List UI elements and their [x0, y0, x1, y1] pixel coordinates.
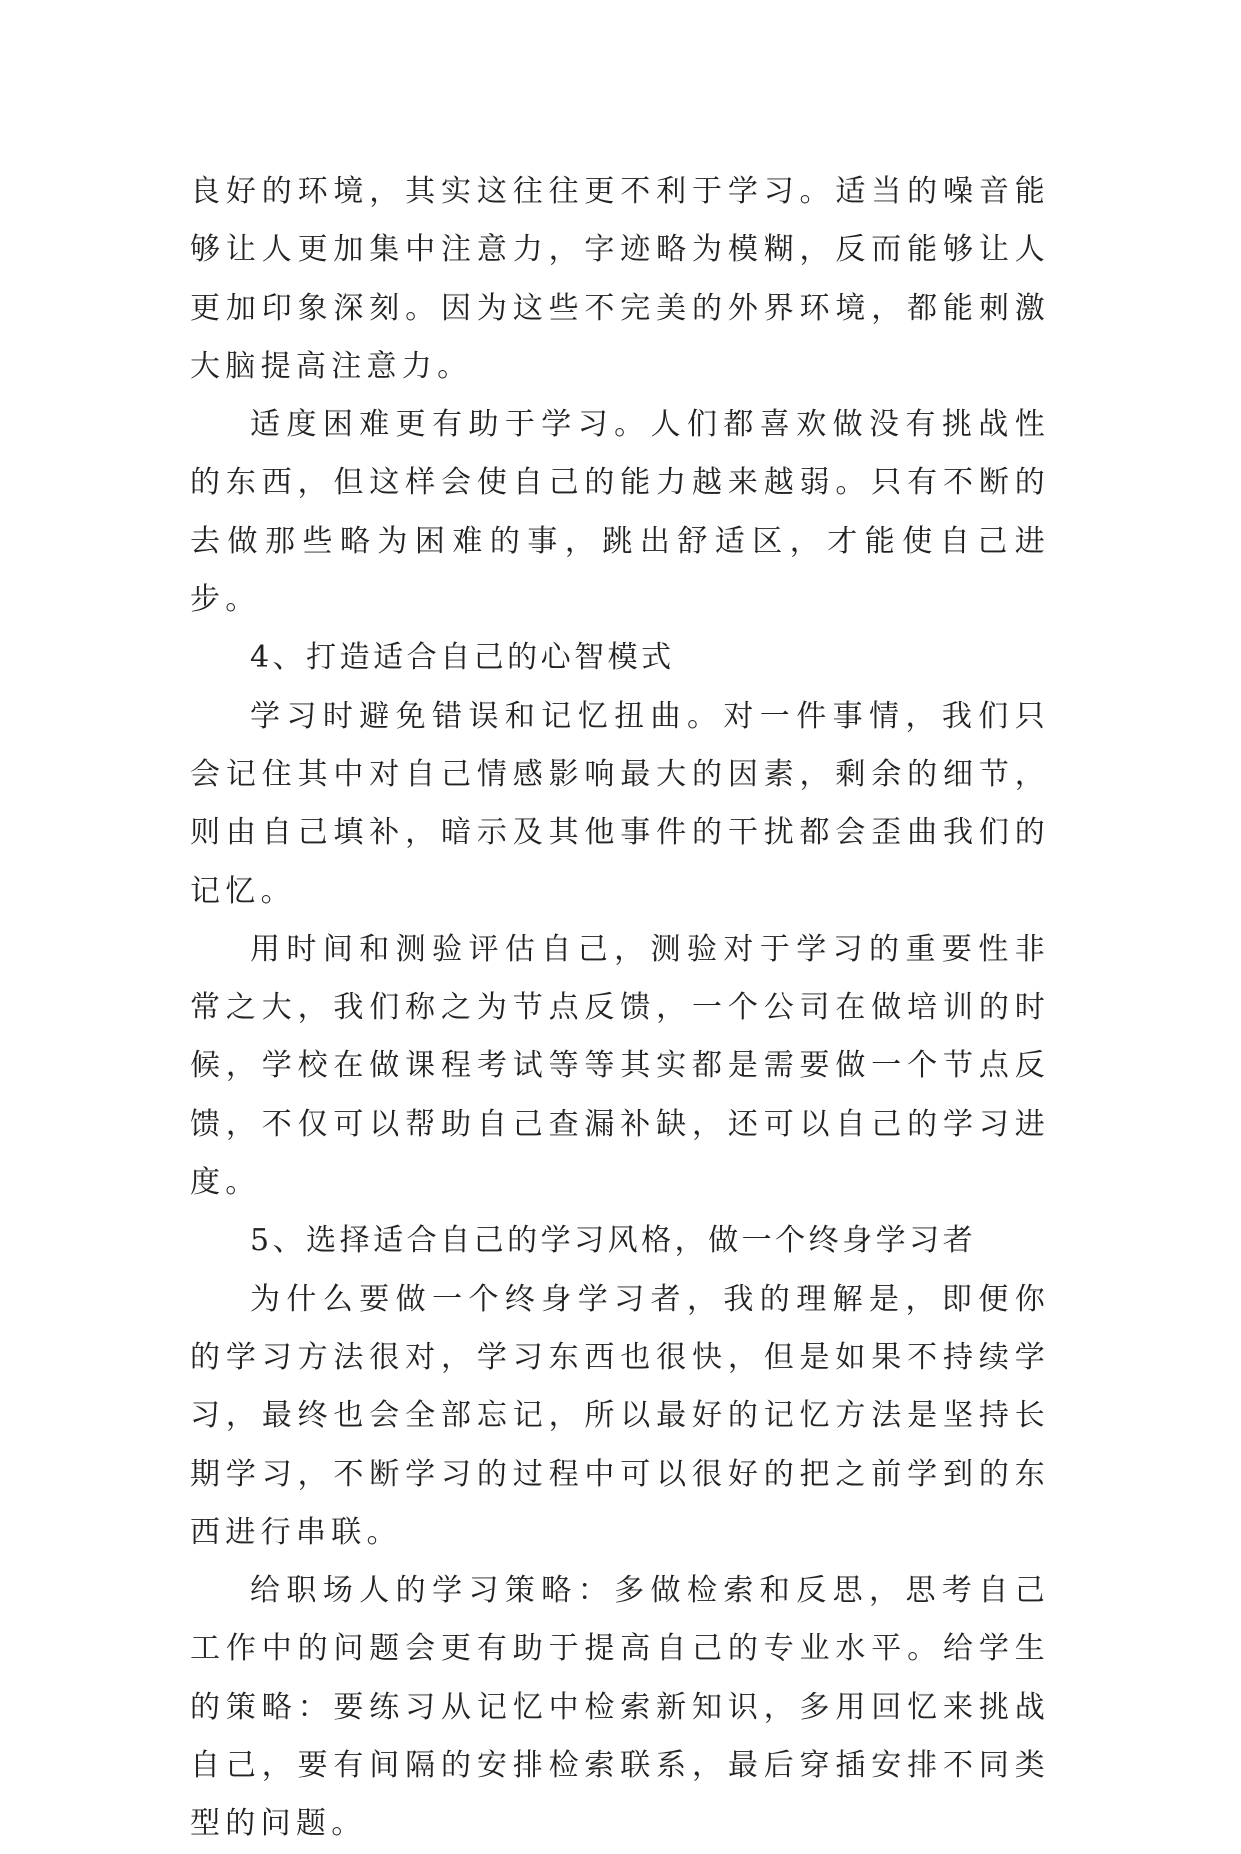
section-heading-4: 4、打造适合自己的心智模式 [250, 640, 675, 676]
paragraph-learning-strategies: 给职场人的学习策略：多做检索和反思，思考自己工作中的问题会更有助于提高自己的专业水平。给学生的策略：要练习从记忆中检索新知识，多用回忆来挑战自己，要有间隔的安排检索联系，最后穿插安排不同类型的问题。 [190, 1573, 1050, 1842]
paragraph-lifelong-learner: 为什么要做一个终身学习者，我的理解是，即便你的学习方法很对，学习东西也很快，但是如果不持续学习，最终也会全部忘记，所以最好的记忆方法是坚持长期学习，不断学习的过程中可以很好的把之前学到的东西进行串联。 [190, 1281, 1050, 1550]
paragraph-moderate-difficulty: 适度困难更有助于学习。人们都喜欢做没有挑战性的东西，但这样会使自己的能力越来越弱。只有不断的去做那些略为困难的事，跳出舒适区，才能使自己进步。 [190, 407, 1050, 618]
document-body [190, 163, 1050, 1854]
paragraph-self-assessment: 用时间和测验评估自己，测验对于学习的重要性非常之大，我们称之为节点反馈，一个公司在做培训的时候，学校在做课程考试等等其实都是需要做一个节点反馈，不仅可以帮助自己查漏补缺，还可以自己的学习进度。 [190, 931, 1050, 1201]
paragraph-environment-continued: 良好的环境，其实这往往更不利于学习。适当的噪音能够让人更加集中注意力，字迹略为模糊，反而能够让人更加印象深刻。因为这些不完美的外界环境，都能刺激大脑提高注意力。 [190, 174, 1050, 384]
paragraph-avoid-memory-distortion: 学习时避免错误和记忆扭曲。对一件事情，我们只会记住其中对自己情感影响最大的因素，剩余的细节，则由自己填补，暗示及其他事件的干扰都会歪曲我们的记忆。 [190, 698, 1050, 909]
section-heading-5: 5、选择适合自己的学习风格，做一个终身学习者 [250, 1223, 977, 1259]
